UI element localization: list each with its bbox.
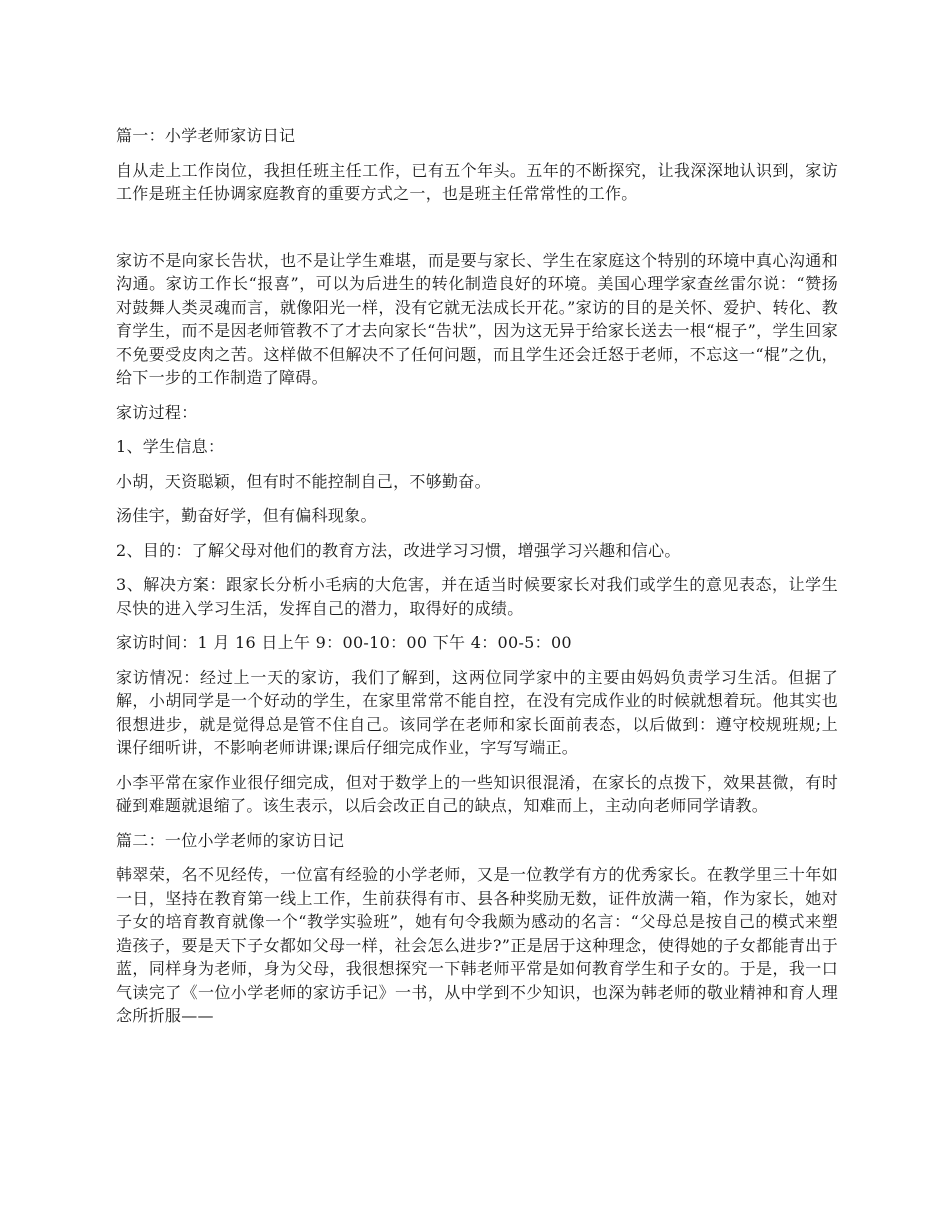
paragraph-solution: 3、解决方案：跟家长分析小毛病的大危害，并在适当时候要家长对我们或学生的意见表态，让学生尽快的进入学习生活，发挥自己的潜力，取得好的成绩。 bbox=[116, 575, 838, 618]
paragraph-xiaoli: 小李平常在家作业很仔细完成，但对于数学上的一些知识很混淆，在家长的点拨下，效果甚微，有时碰到难题就退缩了。该生表示，以后会改正自己的缺点，知难而上，主动向老师同学请教。 bbox=[116, 772, 838, 815]
section-heading-2: 篇二：一位小学老师的家访日记 bbox=[116, 830, 345, 850]
student-info-item: 汤佳宇，勤奋好学，但有偏科现象。 bbox=[116, 506, 377, 525]
label-student-info: 1、学生信息： bbox=[116, 437, 225, 456]
paragraph-han-cuirong: 韩翠荣，名不见经传，一位富有经验的小学老师，又是一位教学有方的优秀家长。在教学里三十年如一日，坚持在教育第一线上工作，生前获得有市、县各种奖励无数，证件放满一箱，作为家长，她对子女的培育教育就像一个“教学实验班”，她有句令我颇为感动的名言：“父母总是按自己的模式来塑造孩子，要是天下子女都如父母一样，社会怎么进步?”正是居于这种理念，使得她的子女都能青出于蓝，同样身为老师，身为父母，我很想探究一下韩老师平常是如何教育学生和子女的。于是，我一口气读完了《一位小学老师的家访手记》一书，从中学到不少知识，也深为韩老师的敬业精神和育人理念所折服—— bbox=[116, 865, 838, 1025]
document-body bbox=[116, 124, 838, 1039]
paragraph-goal: 2、目的：了解父母对他们的教育方法，改进学习习惯，增强学习兴趣和信心。 bbox=[116, 540, 681, 560]
paragraph-visit-time: 家访时间：1 月 16 日上午 9：00-10：00 下午 4：00-5：00 bbox=[116, 633, 572, 652]
label-visit-process: 家访过程： bbox=[116, 402, 198, 422]
section-heading-1: 篇一：小学老师家访日记 bbox=[116, 126, 296, 145]
paragraph-home-visit-purpose: 家访不是向家长告状，也不是让学生难堪，而是要与家长、学生在家庭这个特别的环境中真心沟通和沟通。家访工作长“报喜”，可以为后进生的转化制造良好的环境。美国心理学家查丝雷尔说：“赞扬对鼓舞人类灵魂而言，就像阳光一样，没有它就无法成长开花。”家访的目的是关怀、爱护、转化、教育学生，而不是因老师管教不了才去向家长“告状”，因为这无异于给家长送去一根“棍子”，学生回家不免要受皮肉之苦。这样做不但解决不了任何问题，而且学生还会迁怒于老师，不忘这一“棍”之仇，给下一步的工作制造了障碍。 bbox=[116, 250, 838, 387]
student-info-item: 小胡，天资聪颖，但有时不能控制自己，不够勤奋。 bbox=[116, 471, 491, 491]
paragraph-intro: 自从走上工作岗位，我担任班主任工作，已有五个年头。五年的不断探究，让我深深地认识到，家访工作是班主任协调家庭教育的重要方式之一，也是班主任常常性的工作。 bbox=[116, 160, 838, 203]
blank-spacer bbox=[116, 217, 838, 249]
paragraph-visit-situation: 家访情况：经过上一天的家访，我们了解到，这两位同学家中的主要由妈妈负责学习生活。但据了解，小胡同学是一个好动的学生，在家里常常不能自控，在没有完成作业的时候就想着玩。他其实也很想进步，就是觉得总是管不住自己。该同学在老师和家长面前表态，以后做到：遵守校规班规;上课仔细听讲，不影响老师讲课;课后仔细完成作业，字写写端正。 bbox=[116, 667, 838, 757]
